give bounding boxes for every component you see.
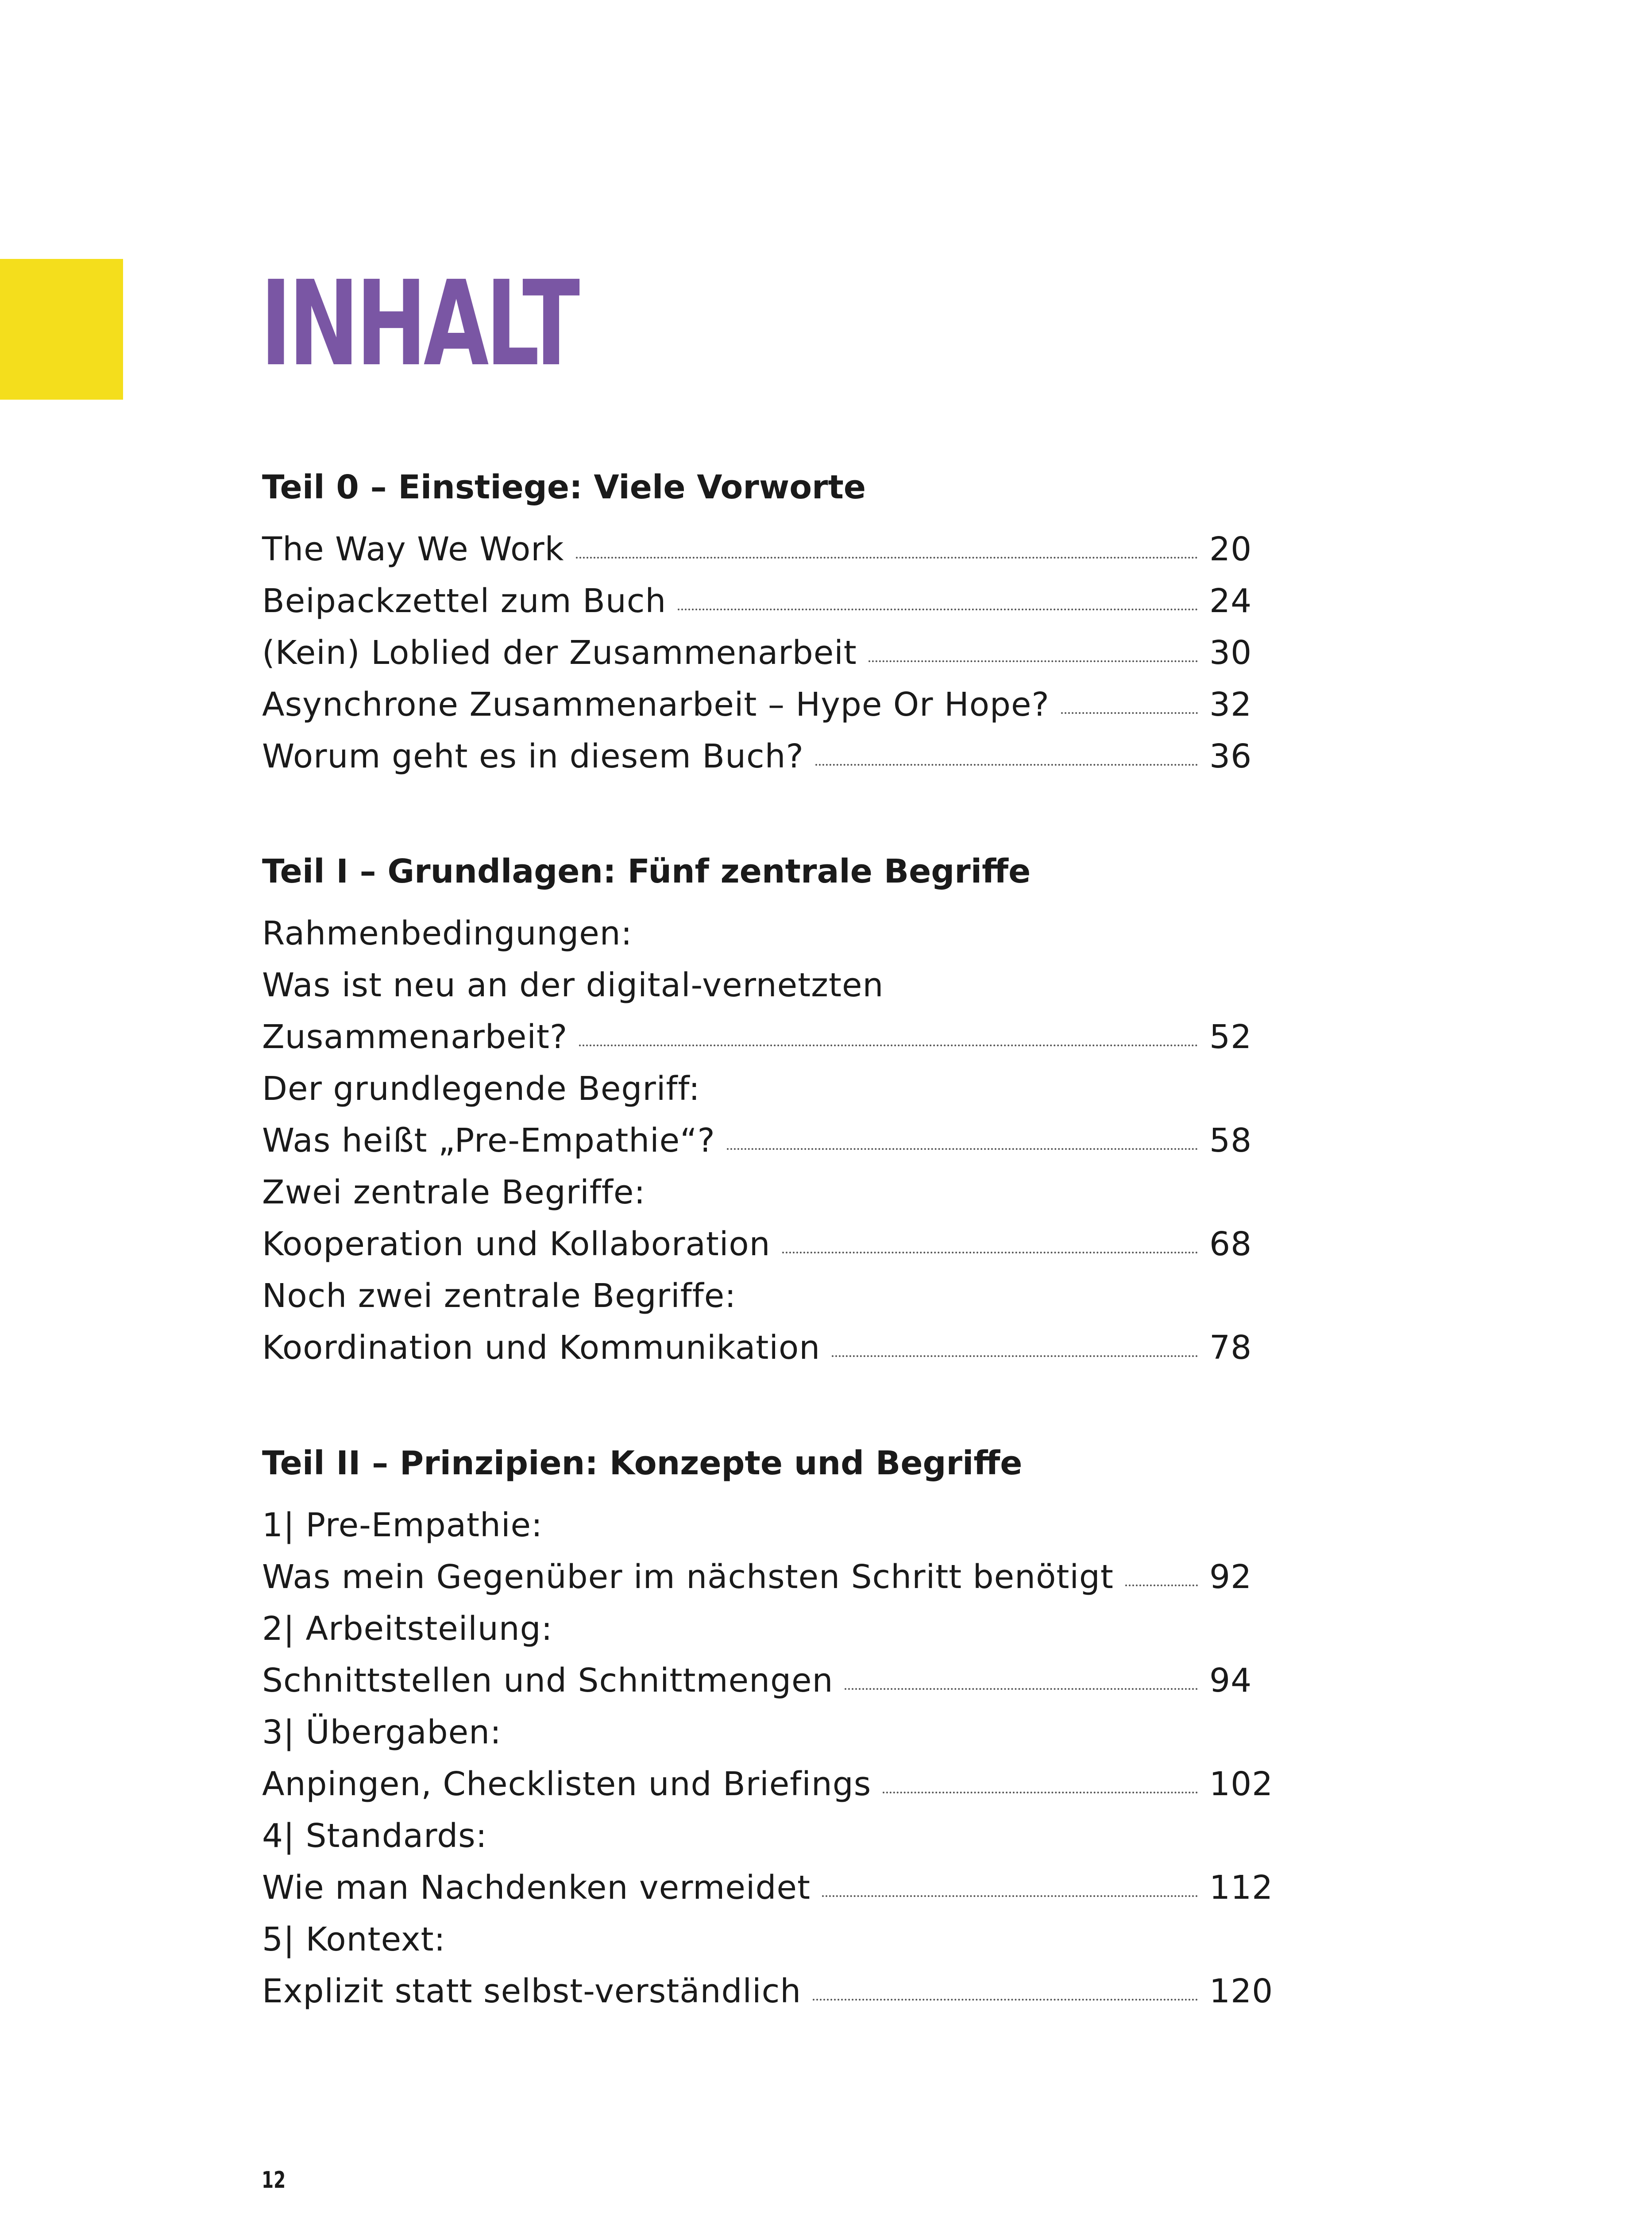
toc-entry-subtitle (262, 1167, 1267, 1218)
toc-entry-page: 94 (1209, 1662, 1252, 1700)
toc-entry[interactable] (262, 1115, 1267, 1167)
toc-entry[interactable] (262, 731, 1267, 783)
toc-entry-title: Rahmenbedingungen: (262, 914, 633, 952)
dot-leader (883, 1792, 1198, 1793)
toc-entry-title: Was ist neu an der digital-vernetzten (262, 966, 884, 1004)
toc-entry-title: Was mein Gegenüber im nächsten Schritt benötigt (262, 1558, 1114, 1596)
toc-entry-title: Was heißt „Pre-Empathie“? (262, 1122, 715, 1160)
section-heading: Teil 0 – Einstiege: Viele Vorworte (262, 468, 866, 506)
toc-entry-page: 20 (1209, 530, 1252, 568)
toc-section-teil-2 (262, 1438, 1274, 2017)
section-heading: Teil II – Prinzipien: Konzepte und Begriffe (262, 1444, 1023, 1482)
toc-entry-title: Kooperation und Kollaboration (262, 1225, 771, 1263)
dot-leader (782, 1252, 1198, 1253)
toc-entry-title: Anpingen, Checklisten und Briefings (262, 1765, 872, 1803)
toc-entry-title: Koordination und Kommunikation (262, 1329, 821, 1367)
toc-entry-subtitle (262, 908, 1267, 960)
dot-leader (579, 1045, 1198, 1046)
toc-entry-title: Noch zwei zentrale Begriffe: (262, 1277, 737, 1315)
toc-entry[interactable] (262, 1551, 1267, 1603)
toc-entry-subtitle (262, 960, 1267, 1011)
toc-entry-subtitle (262, 1914, 1267, 1966)
toc-entry-title: Explizit statt selbst-verständlich (262, 1972, 802, 2010)
toc-entry-page: 120 (1209, 1972, 1274, 2010)
toc-entry[interactable] (262, 1862, 1274, 1914)
toc-section-teil-0 (262, 462, 1267, 783)
page-title: INHALT (260, 256, 577, 392)
yellow-accent-block (0, 259, 123, 400)
toc-entry[interactable] (262, 524, 1267, 575)
dot-leader (678, 609, 1198, 610)
toc-entry-page: 92 (1209, 1558, 1252, 1596)
toc-entry-title: Worum geht es in diesem Buch? (262, 737, 804, 775)
toc-entry-title: Schnittstellen und Schnittmengen (262, 1662, 834, 1700)
toc-entry[interactable] (262, 1011, 1267, 1063)
toc-entry-page: 36 (1209, 737, 1252, 775)
toc-entry-subtitle (262, 1500, 1267, 1551)
toc-section-teil-1 (262, 846, 1267, 1374)
toc-entry-page: 58 (1209, 1122, 1252, 1160)
toc-entry-title: 3| Übergaben: (262, 1713, 502, 1751)
toc-entry-page: 32 (1209, 686, 1252, 724)
toc-entry-page: 78 (1209, 1329, 1252, 1367)
toc-entry[interactable] (262, 627, 1267, 679)
dot-leader (1125, 1585, 1198, 1586)
toc-entry-page: 102 (1209, 1765, 1274, 1803)
toc-entry-page: 24 (1209, 582, 1252, 620)
toc-entry-subtitle (262, 1270, 1267, 1322)
toc-entry[interactable] (262, 1758, 1274, 1810)
toc-entry[interactable] (262, 1966, 1274, 2017)
toc-entry-subtitle (262, 1603, 1267, 1655)
toc-entry[interactable] (262, 575, 1267, 627)
page-number: 12 (262, 2167, 286, 2194)
dot-leader (813, 1999, 1198, 2001)
dot-leader (845, 1688, 1198, 1690)
dot-leader (576, 557, 1198, 559)
section-heading: Teil I – Grundlagen: Fünf zentrale Begriffe (262, 852, 1031, 891)
dot-leader (1061, 712, 1198, 714)
toc-entry-title: Asynchrone Zusammenarbeit – Hype Or Hope? (262, 686, 1050, 724)
dot-leader (832, 1355, 1198, 1357)
dot-leader (822, 1895, 1198, 1897)
toc-entry-title: 4| Standards: (262, 1817, 487, 1855)
toc-entry[interactable] (262, 1655, 1267, 1707)
toc-entry-page: 68 (1209, 1225, 1252, 1263)
toc-entry-subtitle (262, 1707, 1267, 1758)
toc-entry-subtitle (262, 1063, 1267, 1115)
dot-leader (815, 764, 1198, 766)
toc-entry[interactable] (262, 1322, 1267, 1374)
dot-leader (727, 1148, 1198, 1150)
toc-entry-page: 112 (1209, 1869, 1274, 1907)
toc-entry-title: The Way We Work (262, 530, 564, 568)
toc-entry-title: Wie man Nachdenken vermeidet (262, 1869, 811, 1907)
toc-entry-title: 1| Pre-Empathie: (262, 1506, 543, 1544)
toc-entry-title: Zwei zentrale Begriffe: (262, 1173, 646, 1211)
toc-entry-page: 52 (1209, 1018, 1252, 1056)
toc-entry-title: 5| Kontext: (262, 1920, 446, 1959)
toc-entry-title: (Kein) Loblied der Zusammenarbeit (262, 634, 857, 672)
toc-entry-page: 30 (1209, 634, 1252, 672)
toc-entry-subtitle (262, 1810, 1267, 1862)
toc-entry-title: Der grundlegende Begriff: (262, 1070, 700, 1108)
toc-entry[interactable] (262, 1218, 1267, 1270)
toc-entry-title: Beipackzettel zum Buch (262, 582, 667, 620)
toc-entry-title: 2| Arbeitsteilung: (262, 1610, 553, 1648)
toc-entry[interactable] (262, 679, 1267, 731)
dot-leader (868, 660, 1198, 662)
toc-entry-title: Zusammenarbeit? (262, 1018, 568, 1056)
